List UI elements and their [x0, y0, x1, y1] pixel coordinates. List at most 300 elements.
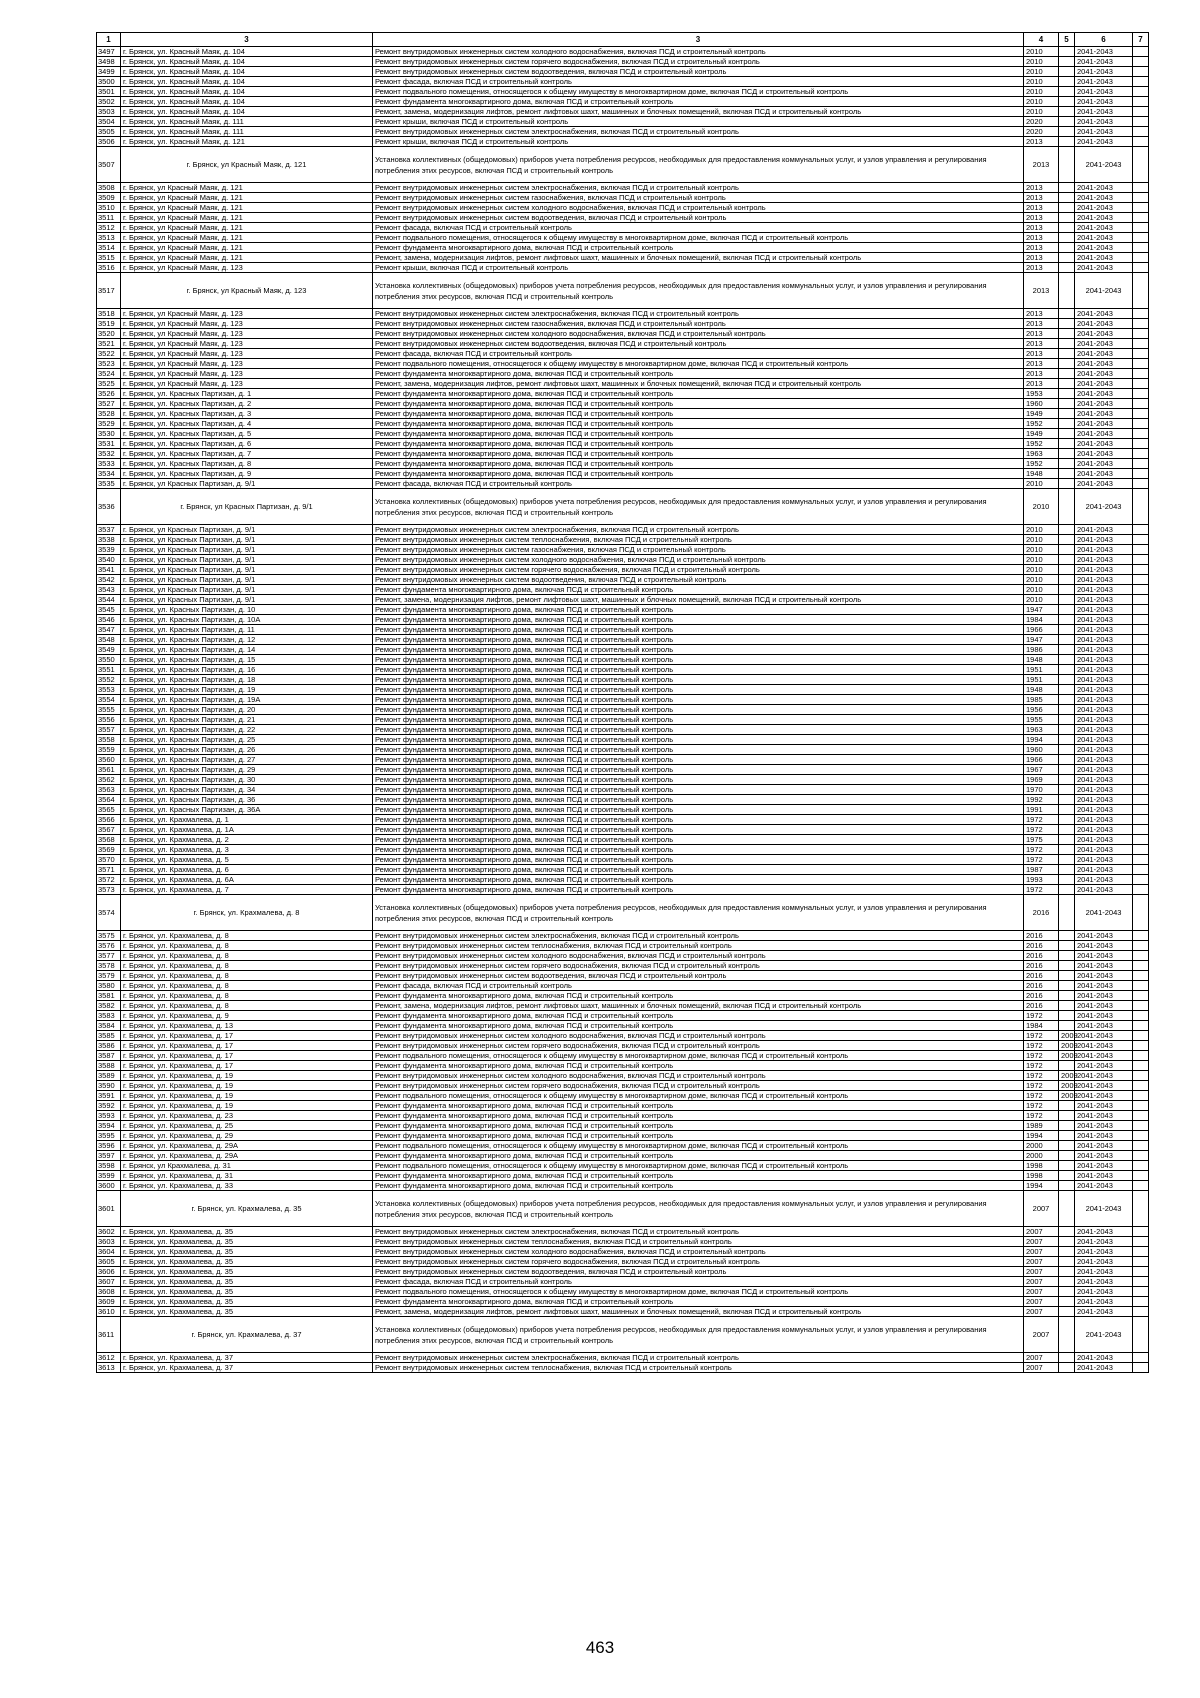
table-row [97, 1071, 1149, 1081]
planned-period-cell: 2041-2043 [1075, 273, 1133, 309]
table-row [97, 585, 1149, 595]
planned-period-cell: 2041-2043 [1075, 735, 1133, 745]
year-repaired-cell [1059, 585, 1075, 595]
table-row [97, 193, 1149, 203]
empty-cell [1133, 951, 1149, 961]
year-built-cell: 2016 [1024, 961, 1059, 971]
header-cell: 4 [1024, 33, 1059, 47]
address-cell: г. Брянск, ул. Красный Маяк, д. 104 [121, 97, 373, 107]
year-built-cell: 2010 [1024, 489, 1059, 525]
address-cell: г. Брянск, ул. Крахмалева, д. 29А [121, 1151, 373, 1161]
year-built-cell: 2010 [1024, 555, 1059, 565]
work-type-cell: Ремонт внутридомовых инженерных систем водоотведения, включая ПСД и строительный контроль [373, 1267, 1024, 1277]
row-number-cell: 3536 [97, 489, 121, 525]
year-repaired-cell: 2009 [1059, 1071, 1075, 1081]
empty-cell [1133, 47, 1149, 57]
row-number-cell: 3521 [97, 339, 121, 349]
empty-cell [1133, 203, 1149, 213]
row-number-cell: 3535 [97, 479, 121, 489]
planned-period-cell: 2041-2043 [1075, 705, 1133, 715]
planned-period-cell: 2041-2043 [1075, 845, 1133, 855]
address-cell: г. Брянск, ул Красных Партизан, д. 9/1 [121, 585, 373, 595]
year-repaired-cell [1059, 735, 1075, 745]
year-built-cell: 1986 [1024, 645, 1059, 655]
year-built-cell: 1994 [1024, 735, 1059, 745]
address-cell: г. Брянск, ул. Красных Партизан, д. 10А [121, 615, 373, 625]
year-repaired-cell [1059, 409, 1075, 419]
address-cell: г. Брянск, ул. Крахмалева, д. 6А [121, 875, 373, 885]
empty-cell [1133, 1181, 1149, 1191]
row-number-cell: 3578 [97, 961, 121, 971]
row-number-cell: 3571 [97, 865, 121, 875]
address-cell: г. Брянск, ул. Крахмалева, д. 37 [121, 1353, 373, 1363]
planned-period-cell: 2041-2043 [1075, 449, 1133, 459]
planned-period-cell: 2041-2043 [1075, 429, 1133, 439]
year-built-cell: 1993 [1024, 875, 1059, 885]
empty-cell [1133, 1081, 1149, 1091]
empty-cell [1133, 1277, 1149, 1287]
year-built-cell: 2010 [1024, 595, 1059, 605]
empty-cell [1133, 1363, 1149, 1373]
row-number-cell: 3501 [97, 87, 121, 97]
year-repaired-cell [1059, 77, 1075, 87]
year-repaired-cell [1059, 1101, 1075, 1111]
row-number-cell: 3541 [97, 565, 121, 575]
empty-cell [1133, 725, 1149, 735]
table-row [97, 895, 1149, 931]
work-type-cell: Ремонт фундамента многоквартирного дома, включая ПСД и строительный контроль [373, 875, 1024, 885]
work-type-cell: Ремонт фундамента многоквартирного дома, включая ПСД и строительный контроль [373, 775, 1024, 785]
planned-period-cell: 2041-2043 [1075, 369, 1133, 379]
empty-cell [1133, 489, 1149, 525]
address-cell: г. Брянск, ул. Красный Маяк, д. 104 [121, 87, 373, 97]
planned-period-cell: 2041-2043 [1075, 745, 1133, 755]
planned-period-cell: 2041-2043 [1075, 825, 1133, 835]
empty-cell [1133, 57, 1149, 67]
year-built-cell: 1984 [1024, 615, 1059, 625]
empty-cell [1133, 349, 1149, 359]
planned-period-cell: 2041-2043 [1075, 971, 1133, 981]
empty-cell [1133, 805, 1149, 815]
year-repaired-cell [1059, 1363, 1075, 1373]
address-cell: г. Брянск, ул. Крахмалева, д. 8 [121, 981, 373, 991]
year-built-cell: 1972 [1024, 825, 1059, 835]
year-built-cell: 2013 [1024, 339, 1059, 349]
work-type-cell: Ремонт внутридомовых инженерных систем холодного водоснабжения, включая ПСД и строительный контроль [373, 47, 1024, 57]
empty-cell [1133, 1111, 1149, 1121]
work-type-cell: Ремонт, замена, модернизация лифтов, ремонт лифтовых шахт, машинных и блочных помещений, включая ПСД и строительный контроль [373, 1307, 1024, 1317]
planned-period-cell: 2041-2043 [1075, 127, 1133, 137]
row-number-cell: 3524 [97, 369, 121, 379]
address-cell: г. Брянск, ул. Красных Партизан, д. 4 [121, 419, 373, 429]
work-type-cell: Ремонт, замена, модернизация лифтов, ремонт лифтовых шахт, машинных и блочных помещений, включая ПСД и строительный контроль [373, 595, 1024, 605]
year-repaired-cell [1059, 835, 1075, 845]
year-repaired-cell [1059, 785, 1075, 795]
planned-period-cell: 2041-2043 [1075, 233, 1133, 243]
table-row [97, 695, 1149, 705]
empty-cell [1133, 665, 1149, 675]
table-row [97, 825, 1149, 835]
row-number-cell: 3564 [97, 795, 121, 805]
address-cell: г. Брянск, ул. Красный Маяк, д. 111 [121, 127, 373, 137]
table-row [97, 525, 1149, 535]
planned-period-cell: 2041-2043 [1075, 137, 1133, 147]
year-repaired-cell [1059, 1287, 1075, 1297]
work-type-cell: Ремонт фундамента многоквартирного дома, включая ПСД и строительный контроль [373, 695, 1024, 705]
year-built-cell: 2013 [1024, 349, 1059, 359]
address-cell: г. Брянск, ул Красный Маяк, д. 123 [121, 309, 373, 319]
work-type-cell: Ремонт внутридомовых инженерных систем теплоснабжения, включая ПСД и строительный контроль [373, 1363, 1024, 1373]
planned-period-cell: 2041-2043 [1075, 77, 1133, 87]
row-number-cell: 3555 [97, 705, 121, 715]
table-row [97, 705, 1149, 715]
planned-period-cell: 2041-2043 [1075, 1081, 1133, 1091]
table-row [97, 931, 1149, 941]
year-built-cell: 1960 [1024, 745, 1059, 755]
year-repaired-cell [1059, 1297, 1075, 1307]
empty-cell [1133, 1011, 1149, 1021]
year-repaired-cell [1059, 885, 1075, 895]
table-row [97, 855, 1149, 865]
work-type-cell: Ремонт фундамента многоквартирного дома, включая ПСД и строительный контроль [373, 725, 1024, 735]
year-built-cell: 2000 [1024, 1151, 1059, 1161]
table-row [97, 645, 1149, 655]
work-type-cell: Ремонт фасада, включая ПСД и строительный контроль [373, 479, 1024, 489]
row-number-cell: 3596 [97, 1141, 121, 1151]
planned-period-cell: 2041-2043 [1075, 635, 1133, 645]
row-number-cell: 3595 [97, 1131, 121, 1141]
work-type-cell: Ремонт внутридомовых инженерных систем теплоснабжения, включая ПСД и строительный контроль [373, 941, 1024, 951]
address-cell: г. Брянск, ул Красный Маяк, д. 121 [121, 183, 373, 193]
year-built-cell: 2010 [1024, 525, 1059, 535]
address-cell: г. Брянск, ул. Красный Маяк, д. 111 [121, 117, 373, 127]
work-type-cell: Ремонт внутридомовых инженерных систем электроснабжения, включая ПСД и строительный контроль [373, 1227, 1024, 1237]
address-cell: г. Брянск, ул. Крахмалева, д. 29 [121, 1131, 373, 1141]
work-type-cell: Ремонт фундамента многоквартирного дома, включая ПСД и строительный контроль [373, 459, 1024, 469]
address-cell: г. Брянск, ул. Крахмалева, д. 19 [121, 1071, 373, 1081]
row-number-cell: 3572 [97, 875, 121, 885]
year-built-cell: 1966 [1024, 755, 1059, 765]
year-repaired-cell [1059, 193, 1075, 203]
table-row [97, 1121, 1149, 1131]
work-type-cell: Ремонт фундамента многоквартирного дома, включая ПСД и строительный контроль [373, 399, 1024, 409]
table-row [97, 1287, 1149, 1297]
address-cell: г. Брянск, ул. Крахмалева, д. 5 [121, 855, 373, 865]
empty-cell [1133, 127, 1149, 137]
work-type-cell: Установка коллективных (общедомовых) приборов учета потребления ресурсов, необходимых для предоставления коммунальных услуг, и узлов управления и регулирования потребления этих ресурсов, включая ПСД и строительный контроль [373, 1317, 1024, 1353]
planned-period-cell: 2041-2043 [1075, 1071, 1133, 1081]
address-cell: г. Брянск, ул. Крахмалева, д. 8 [121, 895, 373, 931]
year-built-cell: 2013 [1024, 183, 1059, 193]
header-cell: 1 [97, 33, 121, 47]
row-number-cell: 3554 [97, 695, 121, 705]
year-repaired-cell: 2009 [1059, 1031, 1075, 1041]
year-built-cell: 2016 [1024, 971, 1059, 981]
table-row [97, 981, 1149, 991]
work-type-cell: Ремонт внутридомовых инженерных систем водоотведения, включая ПСД и строительный контроль [373, 971, 1024, 981]
work-type-cell: Установка коллективных (общедомовых) приборов учета потребления ресурсов, необходимых для предоставления коммунальных услуг, и узлов управления и регулирования потребления этих ресурсов, включая ПСД и строительный контроль [373, 1191, 1024, 1227]
empty-cell [1133, 835, 1149, 845]
address-cell: г. Брянск, ул. Крахмалева, д. 13 [121, 1021, 373, 1031]
table-row [97, 369, 1149, 379]
year-repaired-cell [1059, 971, 1075, 981]
year-built-cell: 2007 [1024, 1237, 1059, 1247]
row-number-cell: 3580 [97, 981, 121, 991]
address-cell: г. Брянск, ул Красный Маяк, д. 121 [121, 253, 373, 263]
table-row [97, 815, 1149, 825]
work-type-cell: Установка коллективных (общедомовых) приборов учета потребления ресурсов, необходимых для предоставления коммунальных услуг, и узлов управления и регулирования потребления этих ресурсов, включая ПСД и строительный контроль [373, 147, 1024, 183]
table-row [97, 439, 1149, 449]
year-repaired-cell [1059, 895, 1075, 931]
work-type-cell: Ремонт фундамента многоквартирного дома, включая ПСД и строительный контроль [373, 785, 1024, 795]
row-number-cell: 3520 [97, 329, 121, 339]
year-repaired-cell [1059, 685, 1075, 695]
year-repaired-cell [1059, 203, 1075, 213]
work-type-cell: Ремонт внутридомовых инженерных систем газоснабжения, включая ПСД и строительный контроль [373, 545, 1024, 555]
row-number-cell: 3504 [97, 117, 121, 127]
year-built-cell: 1994 [1024, 1131, 1059, 1141]
row-number-cell: 3499 [97, 67, 121, 77]
address-cell: г. Брянск, ул. Крахмалева, д. 19 [121, 1081, 373, 1091]
empty-cell [1133, 565, 1149, 575]
address-cell: г. Брянск, ул Красный Маяк, д. 123 [121, 349, 373, 359]
table-row [97, 991, 1149, 1001]
address-cell: г. Брянск, ул. Крахмалева, д. 35 [121, 1307, 373, 1317]
year-repaired-cell [1059, 359, 1075, 369]
table-row [97, 429, 1149, 439]
planned-period-cell: 2041-2043 [1075, 243, 1133, 253]
planned-period-cell: 2041-2043 [1075, 941, 1133, 951]
planned-period-cell: 2041-2043 [1075, 595, 1133, 605]
table-row [97, 775, 1149, 785]
planned-period-cell: 2041-2043 [1075, 525, 1133, 535]
year-built-cell: 2013 [1024, 319, 1059, 329]
table-row [97, 795, 1149, 805]
row-number-cell: 3511 [97, 213, 121, 223]
address-cell: г. Брянск, ул. Крахмалева, д. 35 [121, 1287, 373, 1297]
address-cell: г. Брянск, ул. Красный Маяк, д. 104 [121, 47, 373, 57]
work-type-cell: Ремонт фундамента многоквартирного дома, включая ПСД и строительный контроль [373, 1151, 1024, 1161]
year-built-cell: 2007 [1024, 1247, 1059, 1257]
year-repaired-cell [1059, 1353, 1075, 1363]
planned-period-cell: 2041-2043 [1075, 575, 1133, 585]
planned-period-cell: 2041-2043 [1075, 685, 1133, 695]
year-built-cell: 1956 [1024, 705, 1059, 715]
row-number-cell: 3581 [97, 991, 121, 1001]
year-built-cell: 1951 [1024, 665, 1059, 675]
work-type-cell: Ремонт внутридомовых инженерных систем холодного водоснабжения, включая ПСД и строительный контроль [373, 951, 1024, 961]
table-row [97, 263, 1149, 273]
year-built-cell: 1972 [1024, 1031, 1059, 1041]
row-number-cell: 3565 [97, 805, 121, 815]
empty-cell [1133, 213, 1149, 223]
work-type-cell: Ремонт фундамента многоквартирного дома, включая ПСД и строительный контроль [373, 855, 1024, 865]
empty-cell [1133, 223, 1149, 233]
row-number-cell: 3552 [97, 675, 121, 685]
address-cell: г. Брянск, ул. Крахмалева, д. 17 [121, 1041, 373, 1051]
row-number-cell: 3522 [97, 349, 121, 359]
row-number-cell: 3509 [97, 193, 121, 203]
table-row [97, 675, 1149, 685]
empty-cell [1133, 1287, 1149, 1297]
work-type-cell: Ремонт подвального помещения, относящегося к общему имуществу в многоквартирном доме, включая ПСД и строительный контроль [373, 233, 1024, 243]
year-repaired-cell [1059, 1151, 1075, 1161]
planned-period-cell: 2041-2043 [1075, 1161, 1133, 1171]
table-row [97, 127, 1149, 137]
planned-period-cell: 2041-2043 [1075, 615, 1133, 625]
year-built-cell: 2013 [1024, 309, 1059, 319]
empty-cell [1133, 825, 1149, 835]
table-row [97, 117, 1149, 127]
address-cell: г. Брянск, ул. Красных Партизан, д. 9 [121, 469, 373, 479]
row-number-cell: 3533 [97, 459, 121, 469]
planned-period-cell: 2041-2043 [1075, 1051, 1133, 1061]
row-number-cell: 3551 [97, 665, 121, 675]
address-cell: г. Брянск, ул Красных Партизан, д. 9/1 [121, 555, 373, 565]
planned-period-cell: 2041-2043 [1075, 765, 1133, 775]
table-row [97, 203, 1149, 213]
empty-cell [1133, 389, 1149, 399]
planned-period-cell: 2041-2043 [1075, 1151, 1133, 1161]
planned-period-cell: 2041-2043 [1075, 67, 1133, 77]
empty-cell [1133, 675, 1149, 685]
address-cell: г. Брянск, ул. Красных Партизан, д. 1 [121, 389, 373, 399]
empty-cell [1133, 409, 1149, 419]
table-row [97, 1363, 1149, 1373]
table-row [97, 555, 1149, 565]
empty-cell [1133, 77, 1149, 87]
work-type-cell: Ремонт внутридомовых инженерных систем газоснабжения, включая ПСД и строительный контроль [373, 193, 1024, 203]
work-type-cell: Ремонт подвального помещения, относящегося к общему имуществу в многоквартирном доме, включая ПСД и строительный контроль [373, 1161, 1024, 1171]
row-number-cell: 3547 [97, 625, 121, 635]
year-built-cell: 1989 [1024, 1121, 1059, 1131]
row-number-cell: 3534 [97, 469, 121, 479]
table-row [97, 951, 1149, 961]
work-type-cell: Установка коллективных (общедомовых) приборов учета потребления ресурсов, необходимых для предоставления коммунальных услуг, и узлов управления и регулирования потребления этих ресурсов, включая ПСД и строительный контроль [373, 895, 1024, 931]
planned-period-cell: 2041-2043 [1075, 1287, 1133, 1297]
planned-period-cell: 2041-2043 [1075, 489, 1133, 525]
empty-cell [1133, 625, 1149, 635]
year-repaired-cell [1059, 1247, 1075, 1257]
table-row [97, 1247, 1149, 1257]
year-built-cell: 2016 [1024, 991, 1059, 1001]
empty-cell [1133, 1031, 1149, 1041]
year-built-cell: 2010 [1024, 57, 1059, 67]
row-number-cell: 3602 [97, 1227, 121, 1237]
row-number-cell: 3527 [97, 399, 121, 409]
planned-period-cell: 2041-2043 [1075, 865, 1133, 875]
year-repaired-cell [1059, 87, 1075, 97]
work-type-cell: Ремонт крыши, включая ПСД и строительный контроль [373, 117, 1024, 127]
work-type-cell: Ремонт крыши, включая ПСД и строительный контроль [373, 263, 1024, 273]
row-number-cell: 3607 [97, 1277, 121, 1287]
year-repaired-cell: 2009 [1059, 1091, 1075, 1101]
year-built-cell: 2010 [1024, 97, 1059, 107]
empty-cell [1133, 359, 1149, 369]
year-repaired-cell [1059, 389, 1075, 399]
address-cell: г. Брянск, ул. Крахмалева, д. 6 [121, 865, 373, 875]
year-built-cell: 1972 [1024, 1011, 1059, 1021]
address-cell: г. Брянск, ул. Крахмалева, д. 35 [121, 1191, 373, 1227]
year-repaired-cell [1059, 675, 1075, 685]
year-repaired-cell [1059, 309, 1075, 319]
page-number: 463 [585, 1638, 615, 1657]
address-cell: г. Брянск, ул Красный Маяк, д. 121 [121, 147, 373, 183]
year-repaired-cell [1059, 715, 1075, 725]
planned-period-cell: 2041-2043 [1075, 835, 1133, 845]
year-repaired-cell [1059, 1237, 1075, 1247]
table-row [97, 1081, 1149, 1091]
year-built-cell: 2010 [1024, 87, 1059, 97]
year-built-cell: 1947 [1024, 635, 1059, 645]
empty-cell [1133, 137, 1149, 147]
row-number-cell: 3600 [97, 1181, 121, 1191]
table-row [97, 595, 1149, 605]
year-built-cell: 1952 [1024, 419, 1059, 429]
work-type-cell: Ремонт подвального помещения, относящегося к общему имуществу в многоквартирном доме, включая ПСД и строительный контроль [373, 1141, 1024, 1151]
planned-period-cell: 2041-2043 [1075, 1317, 1133, 1353]
year-repaired-cell [1059, 655, 1075, 665]
planned-period-cell: 2041-2043 [1075, 981, 1133, 991]
table-row [97, 685, 1149, 695]
address-cell: г. Брянск, ул. Красных Партизан, д. 10 [121, 605, 373, 615]
year-built-cell: 2007 [1024, 1277, 1059, 1287]
table-row [97, 835, 1149, 845]
planned-period-cell: 2041-2043 [1075, 675, 1133, 685]
empty-cell [1133, 685, 1149, 695]
address-cell: г. Брянск, ул. Крахмалева, д. 8 [121, 931, 373, 941]
year-built-cell: 1963 [1024, 725, 1059, 735]
table-row [97, 605, 1149, 615]
planned-period-cell: 2041-2043 [1075, 97, 1133, 107]
address-cell: г. Брянск, ул Красный Маяк, д. 123 [121, 369, 373, 379]
empty-cell [1133, 755, 1149, 765]
planned-period-cell: 2041-2043 [1075, 399, 1133, 409]
planned-period-cell: 2041-2043 [1075, 1141, 1133, 1151]
table-row [97, 469, 1149, 479]
row-number-cell: 3503 [97, 107, 121, 117]
address-cell: г. Брянск, ул. Крахмалева, д. 35 [121, 1257, 373, 1267]
address-cell: г. Брянск, ул. Крахмалева, д. 17 [121, 1051, 373, 1061]
planned-period-cell: 2041-2043 [1075, 57, 1133, 67]
empty-cell [1133, 419, 1149, 429]
year-repaired-cell [1059, 615, 1075, 625]
year-built-cell: 2013 [1024, 213, 1059, 223]
table-row [97, 449, 1149, 459]
table-row [97, 1161, 1149, 1171]
row-number-cell: 3517 [97, 273, 121, 309]
address-cell: г. Брянск, ул. Красных Партизан, д. 36 [121, 795, 373, 805]
address-cell: г. Брянск, ул Красный Маяк, д. 121 [121, 213, 373, 223]
row-number-cell: 3548 [97, 635, 121, 645]
year-built-cell: 1949 [1024, 409, 1059, 419]
row-number-cell: 3576 [97, 941, 121, 951]
year-built-cell: 2013 [1024, 243, 1059, 253]
year-built-cell: 2013 [1024, 369, 1059, 379]
row-number-cell: 3561 [97, 765, 121, 775]
table-row [97, 1227, 1149, 1237]
year-built-cell: 2007 [1024, 1317, 1059, 1353]
header-cell: 3 [373, 33, 1024, 47]
empty-cell [1133, 1161, 1149, 1171]
empty-cell [1133, 765, 1149, 775]
year-built-cell: 2013 [1024, 137, 1059, 147]
planned-period-cell: 2041-2043 [1075, 409, 1133, 419]
planned-period-cell: 2041-2043 [1075, 1247, 1133, 1257]
address-cell: г. Брянск, ул. Крахмалева, д. 35 [121, 1247, 373, 1257]
year-repaired-cell [1059, 1307, 1075, 1317]
year-repaired-cell [1059, 1161, 1075, 1171]
